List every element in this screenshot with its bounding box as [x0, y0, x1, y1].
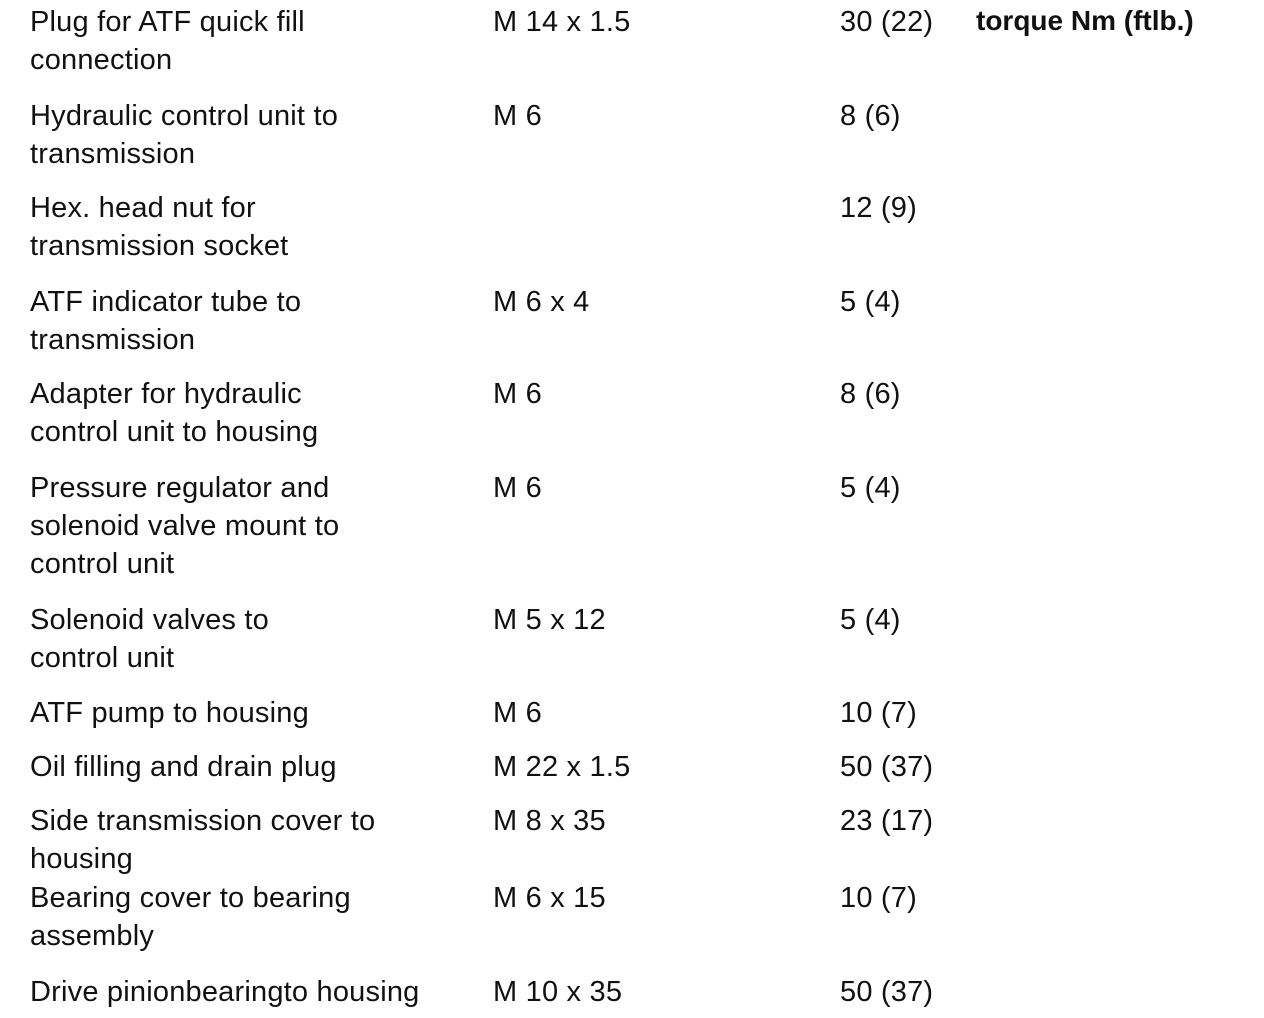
- row-thread: M 6: [493, 378, 542, 410]
- row-thread: M 6: [493, 697, 542, 729]
- row-torque: 23 (17): [840, 805, 934, 837]
- row-thread: M 14 x 1.5: [493, 6, 631, 38]
- row-torque: 5 (4): [840, 286, 901, 318]
- row-thread: M 22 x 1.5: [493, 751, 631, 783]
- row-thread: M 6: [493, 472, 542, 504]
- row-description: Hydraulic control unit to transmission: [30, 100, 339, 170]
- row-description: Bearing cover to bearing assembly: [30, 882, 351, 952]
- row-description: Drive pinionbearingto housing: [30, 976, 420, 1008]
- row-description: Hex. head nut for transmission socket: [30, 192, 289, 262]
- row-thread: M 8 x 35: [493, 805, 606, 837]
- row-description: Oil filling and drain plug: [30, 751, 337, 783]
- row-description: ATF indicator tube to transmission: [30, 286, 302, 356]
- row-torque: 8 (6): [840, 100, 901, 132]
- row-description: ATF pump to housing: [30, 697, 309, 729]
- row-thread: M 6 x 15: [493, 882, 606, 914]
- row-description: Side transmission cover to housing: [30, 805, 376, 875]
- row-thread: M 5 x 12: [493, 604, 606, 636]
- row-torque: 8 (6): [840, 378, 901, 410]
- row-thread: M 6 x 4: [493, 286, 590, 318]
- torque-column-header: torque Nm (ftlb.): [976, 5, 1194, 36]
- row-description: Pressure regulator and solenoid valve mount to control unit: [30, 472, 340, 580]
- row-torque: 50 (37): [840, 751, 934, 783]
- row-thread: M 10 x 35: [493, 976, 623, 1008]
- row-torque: 5 (4): [840, 604, 901, 636]
- row-description: Solenoid valves to control unit: [30, 604, 269, 674]
- row-description: Plug for ATF quick fill connection: [30, 6, 305, 76]
- row-torque: 5 (4): [840, 472, 901, 504]
- row-torque: 10 (7): [840, 697, 917, 729]
- row-torque: 12 (9): [840, 192, 917, 224]
- row-torque: 10 (7): [840, 882, 917, 914]
- row-description: Adapter for hydraulic control unit to housing: [30, 378, 319, 448]
- row-thread: M 6: [493, 100, 542, 132]
- row-torque: 30 (22): [840, 6, 934, 38]
- row-torque: 50 (37): [840, 976, 934, 1008]
